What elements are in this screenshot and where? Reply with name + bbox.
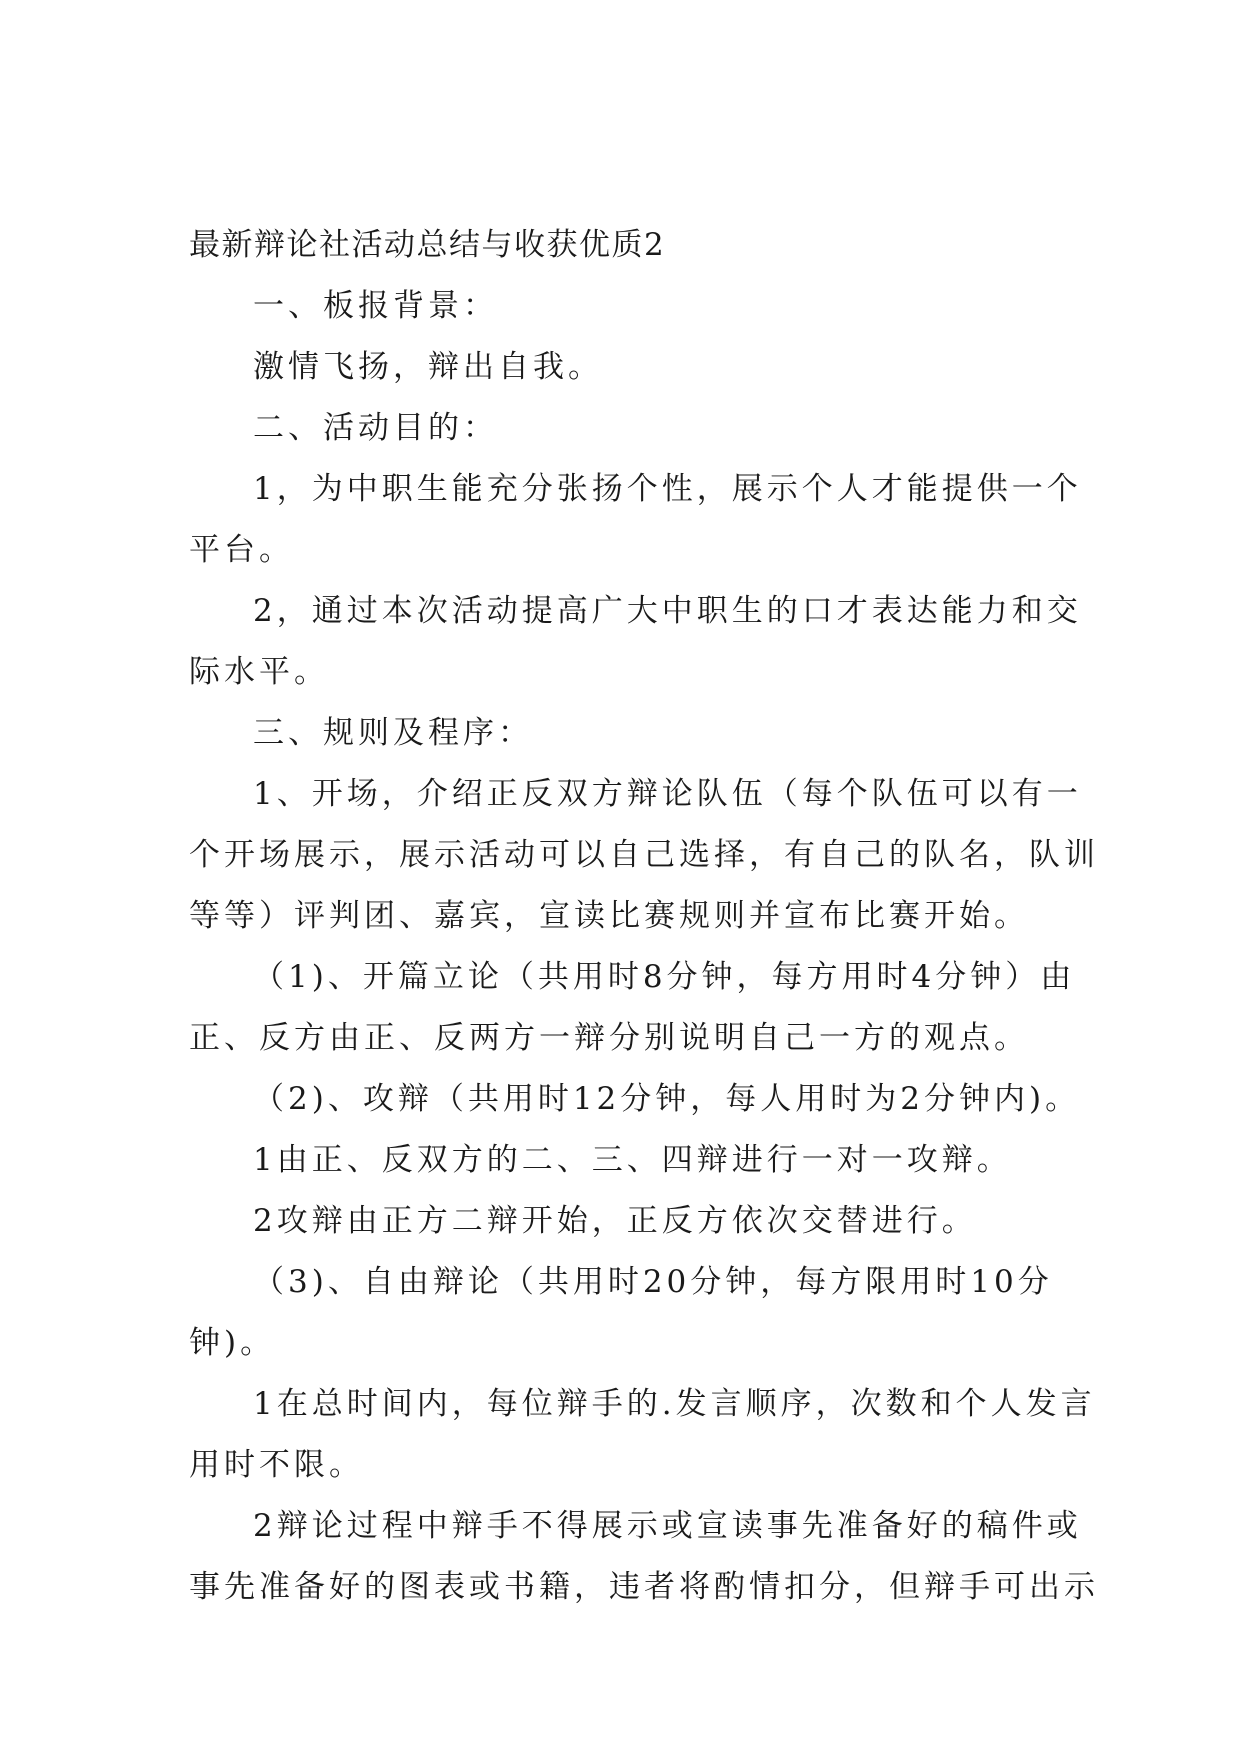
paragraph-line: 激情飞扬，辩出自我。 [253,349,603,385]
document-title: 最新辩论社活动总结与收获优质2 [189,227,666,263]
section-heading: 一、板报背景： [253,288,498,324]
paragraph-line: 正、反方由正、反两方一辩分别说明自己一方的观点。 [189,1020,1029,1056]
paragraph-line: 平台。 [189,532,294,568]
paragraph-line: 个开场展示，展示活动可以自己选择，有自己的队名，队训 [189,837,1099,873]
section-heading: 二、活动目的： [253,410,498,446]
paragraph-line: 2，通过本次活动提高广大中职生的口才表达能力和交 [253,593,1082,629]
paragraph-line: （3)、自由辩论（共用时20分钟，每方限用时10分 [253,1264,1053,1300]
paragraph-line: （1)、开篇立论（共用时8分钟，每方用时4分钟）由 [253,959,1076,995]
paragraph-line: 1在总时间内，每位辩手的.发言顺序，次数和个人发言 [253,1386,1096,1422]
paragraph-line: 1、开场，介绍正反双方辩论队伍（每个队伍可以有一 [253,776,1082,812]
paragraph-line: 用时不限。 [189,1447,364,1483]
paragraph-line: 2辩论过程中辩手不得展示或宣读事先准备好的稿件或 [253,1508,1082,1544]
paragraph-line: 2攻辩由正方二辩开始，正反方依次交替进行。 [253,1203,977,1239]
section-heading: 三、规则及程序： [253,715,533,751]
paragraph-line: 等等）评判团、嘉宾，宣读比赛规则并宣布比赛开始。 [189,898,1029,934]
paragraph-line: 际水平。 [189,654,329,690]
paragraph-line: 事先准备好的图表或书籍，违者将酌情扣分，但辩手可出示 [189,1569,1099,1605]
paragraph-line: （2)、攻辩（共用时12分钟，每人用时为2分钟内)。 [253,1081,1081,1117]
paragraph-line: 钟)。 [189,1325,276,1361]
paragraph-line: 1由正、反双方的二、三、四辩进行一对一攻辩。 [253,1142,1012,1178]
paragraph-line: 1，为中职生能充分张扬个性，展示个人才能提供一个 [253,471,1082,507]
